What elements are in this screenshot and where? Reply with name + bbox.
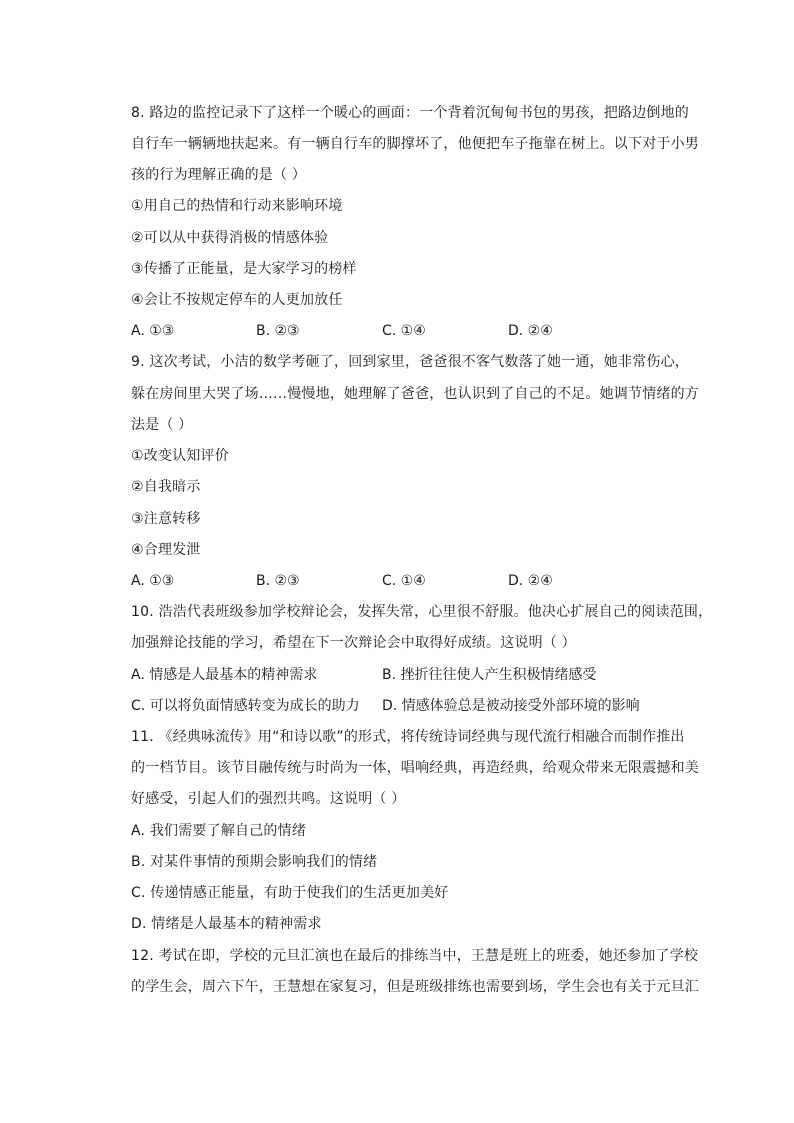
q9-statement-1: ①改变认知评价	[131, 448, 229, 464]
q9-option-b: B. ②③	[256, 573, 300, 589]
q11-option-d: D. 情绪是人最基本的精神需求	[131, 916, 322, 932]
q9-statement-2: ②自我暗示	[131, 479, 201, 495]
q11-stem-line-3: 好感受，引起人们的强烈共鸣。这说明（ ）	[131, 791, 406, 807]
q11-option-a: A. 我们需要了解自己的情绪	[131, 823, 307, 839]
q9-statement-4: ④合理发泄	[131, 542, 201, 558]
q10-stem-line-2: 加强辩论技能的学习，希望在下一次辩论会中取得好成绩。这说明（ ）	[131, 635, 576, 651]
q11-stem-line-1: 11. 《经典咏流传》用“和诗以歌”的形式，将传统诗词经典与现代流行相融合而制作推出	[131, 729, 685, 745]
q8-option-d: D. ②④	[508, 323, 553, 339]
q9-statement-3: ③注意转移	[131, 511, 201, 527]
q9-stem-line-3: 法是（ ）	[131, 417, 193, 433]
q8-option-c: C. ①④	[382, 323, 426, 339]
q9-stem-line-1: 9. 这次考试，小洁的数学考砸了，回到家里，爸爸很不客气数落了她一通，她非常伤心，	[131, 354, 690, 370]
q9-stem-line-2: 躲在房间里大哭了场……慢慢地，她理解了爸爸，也认识到了自己的不足。她调节情绪的方	[131, 386, 699, 402]
q10-option-d: D. 情感体验总是被动接受外部环境的影响	[382, 698, 640, 714]
q8-statement-4: ④会让不按规定停车的人更加放任	[131, 292, 343, 308]
q8-option-a: A. ①③	[131, 323, 175, 339]
q12-stem-line-2: 的学生会，周六下午，王慧想在家复习，但是班级排练也需要到场，学生会也有关于元旦汇	[131, 979, 699, 995]
q8-stem-line-2: 自行车一辆辆地扶起来。有一辆自行车的脚撑坏了，他便把车子拖靠在树上。以下对于小男	[131, 136, 699, 152]
q9-option-a: A. ①③	[131, 573, 175, 589]
q8-statement-1: ①用自己的热情和行动来影响环境	[131, 198, 343, 214]
q8-stem-line-3: 孩的行为理解正确的是（ ）	[131, 167, 307, 183]
q10-option-b: B. 挫折往往使人产生积极情绪感受	[382, 667, 597, 683]
q10-stem-line-1: 10. 浩浩代表班级参加学校辩论会，发挥失常，心里很不舒服。他决心扩展自己的阅读范围，	[131, 604, 713, 620]
q12-stem-line-1: 12. 考试在即，学校的元旦汇演也在最后的排练当中，王慧是班上的班委，她还参加了学校	[131, 948, 699, 964]
q8-stem-line-1: 8. 路边的监控记录下了这样一个暖心的画面：一个背着沉甸甸书包的男孩，把路边倒地的	[131, 105, 690, 121]
q11-option-c: C. 传递情感正能量，有助于使我们的生活更加美好	[131, 885, 449, 901]
q11-stem-line-2: 的一档节目。该节目融传统与时尚为一体，唱响经典，再造经典，给观众带来无限震撼和美	[131, 760, 699, 776]
q9-option-c: C. ①④	[382, 573, 426, 589]
q8-statement-3: ③传播了正能量，是大家学习的榜样	[131, 261, 357, 277]
q10-option-c: C. 可以将负面情感转变为成长的助力	[131, 698, 360, 714]
q8-statement-2: ②可以从中获得消极的情感体验	[131, 230, 329, 246]
q11-option-b: B. 对某件事情的预期会影响我们的情绪	[131, 854, 378, 870]
q10-option-a: A. 情感是人最基本的精神需求	[131, 667, 318, 683]
q8-option-b: B. ②③	[256, 323, 300, 339]
q9-option-d: D. ②④	[508, 573, 553, 589]
